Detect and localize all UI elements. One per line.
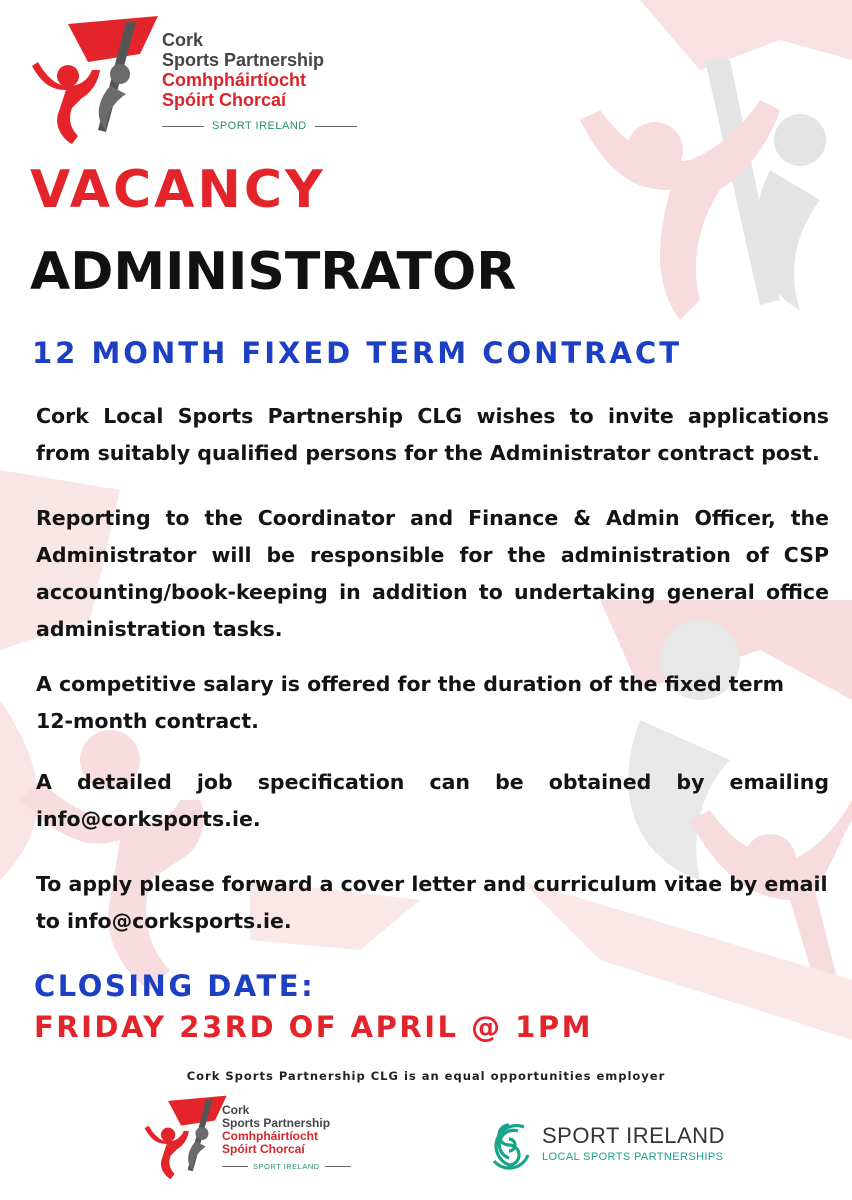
cork-sports-partnership-mark-icon	[142, 1094, 230, 1186]
footer-logo-name-ga-2: Spóirt Chorcaí	[222, 1142, 305, 1156]
footer-logo-tagline	[222, 1162, 351, 1171]
footer-logo-name-ga-1: Comhpháirtíocht	[222, 1129, 318, 1143]
closing-date-label: CLOSING DATE:	[34, 969, 316, 1003]
divider	[315, 126, 357, 127]
sport-ireland-logo	[480, 1115, 730, 1175]
footer-logo-tagline-text: SPORT IRELAND	[253, 1162, 320, 1171]
paragraph-invitation: Cork Local Sports Partnership CLG wishes to invite applications from suitably qualified persons for the Administrator contract post.	[36, 404, 829, 465]
logo-name-ga-1: Comhpháirtíocht	[162, 70, 306, 90]
contract-type: 12 MONTH FIXED TERM CONTRACT	[32, 336, 683, 370]
paragraph-how-to-apply: To apply please forward a cover letter and curriculum vitae by email to info@corksports.ie.	[36, 872, 828, 933]
footer-cork-sports-partnership-logo	[142, 1094, 362, 1186]
divider	[222, 1166, 248, 1167]
footer-logo-name-en-2: Sports Partnership	[222, 1116, 331, 1130]
vacancy-heading: VACANCY	[30, 160, 326, 220]
divider	[162, 126, 204, 127]
job-title: ADMINISTRATOR	[30, 242, 517, 302]
logo-tagline-text: SPORT IRELAND	[212, 120, 307, 132]
cork-sports-partnership-mark-icon	[28, 14, 163, 154]
paragraph-job-spec: A detailed job specification can be obtained by emailing info@corksports.ie.	[36, 770, 829, 831]
closing-date-value: FRIDAY 23RD OF APRIL @ 1PM	[34, 1010, 593, 1044]
salary-line-2: 12-month contract.	[36, 709, 259, 733]
divider	[325, 1166, 351, 1167]
equal-opportunities-statement: Cork Sports Partnership CLG is an equal opportunities employer	[186, 1069, 666, 1083]
footer-logo-wordmark	[222, 1104, 351, 1171]
logo-name-en-2: Sports Partnership	[162, 50, 325, 70]
footer-logo-name-en-1: Cork	[222, 1103, 250, 1117]
sport-ireland-s-icon	[480, 1115, 538, 1173]
cork-sports-partnership-logo	[28, 14, 358, 160]
logo-wordmark	[162, 30, 357, 132]
sport-ireland-name: SPORT IRELAND	[542, 1123, 725, 1148]
salary-line-1: A competitive salary is offered for the duration of the fixed term	[36, 672, 784, 696]
logo-name-en-1: Cork	[162, 30, 204, 50]
sport-ireland-subtitle: LOCAL SPORTS PARTNERSHIPS	[542, 1151, 724, 1163]
paragraph-responsibilities: Reporting to the Coordinator and Finance & Admin Officer, the Administrator will be responsible for the administration of CSP accounting/book-keeping in addition to undertaking general office administration tasks.	[36, 506, 829, 641]
paragraph-salary	[36, 666, 829, 740]
logo-tagline	[162, 120, 357, 132]
logo-name-ga-2: Spóirt Chorcaí	[162, 90, 287, 110]
